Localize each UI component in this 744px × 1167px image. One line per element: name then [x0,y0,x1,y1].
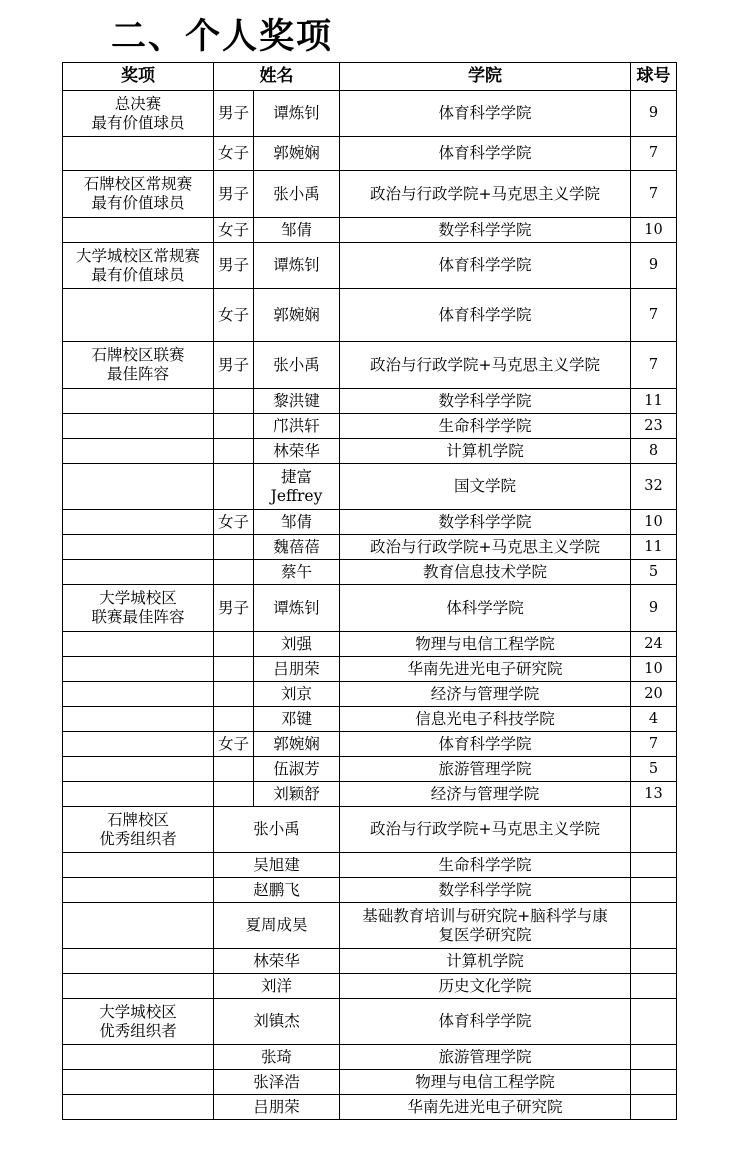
number-cell: 7 [631,289,677,342]
award-cell: 石牌校区联赛 最佳阵容 [63,342,214,389]
college-cell: 物理与电信工程学院 [340,1070,631,1095]
number-cell [631,903,677,949]
table-row [63,657,677,682]
table-row [63,510,677,535]
gender-cell: 男子 [214,342,254,389]
table-row [63,1095,677,1120]
award-cell: 大学城校区 联赛最佳阵容 [63,585,214,632]
award-cell [63,389,214,414]
award-cell [63,757,214,782]
gender-cell [214,464,254,510]
award-cell [63,289,214,342]
table-row [63,782,677,807]
award-cell [63,439,214,464]
college-cell: 数学科学学院 [340,878,631,903]
table-row [63,389,677,414]
table-row [63,974,677,999]
header-number: 球号 [631,63,677,91]
college-cell: 旅游管理学院 [340,757,631,782]
number-cell: 10 [631,510,677,535]
college-cell: 计算机学院 [340,949,631,974]
gender-cell: 男子 [214,585,254,632]
college-cell: 生命科学学院 [340,414,631,439]
number-cell [631,1045,677,1070]
name-cell: 刘镇杰 [214,999,340,1045]
college-cell: 信息光电子科技学院 [340,707,631,732]
number-cell: 7 [631,171,677,218]
number-cell: 10 [631,218,677,243]
table-row [63,560,677,585]
table-row [63,807,677,853]
table-row [63,853,677,878]
name-cell: 邝洪轩 [254,414,340,439]
college-cell: 物理与电信工程学院 [340,632,631,657]
college-cell: 计算机学院 [340,439,631,464]
table-row [63,342,677,389]
number-cell: 32 [631,464,677,510]
table-row [63,999,677,1045]
table-row [63,414,677,439]
award-cell [63,414,214,439]
number-cell: 10 [631,657,677,682]
award-cell [63,682,214,707]
gender-cell [214,757,254,782]
table-row [63,91,677,137]
number-cell [631,949,677,974]
name-cell: 刘京 [254,682,340,707]
table-row [63,137,677,171]
college-cell: 华南先进光电子研究院 [340,657,631,682]
table-row [63,682,677,707]
name-cell: 郭婉娴 [254,732,340,757]
college-cell: 政治与行政学院+马克思主义学院 [340,807,631,853]
number-cell: 11 [631,535,677,560]
gender-cell: 女子 [214,732,254,757]
name-cell: 邹倩 [254,510,340,535]
table-row [63,585,677,632]
award-cell: 石牌校区常规赛 最有价值球员 [63,171,214,218]
name-cell: 张小禹 [214,807,340,853]
number-cell: 7 [631,342,677,389]
header-college: 学院 [340,63,631,91]
name-cell: 谭炼钊 [254,585,340,632]
gender-cell [214,632,254,657]
name-cell: 郭婉娴 [254,137,340,171]
number-cell [631,807,677,853]
name-cell: 张小禹 [254,171,340,218]
award-cell [63,560,214,585]
table-body [63,91,677,1120]
number-cell: 8 [631,439,677,464]
number-cell: 20 [631,682,677,707]
college-cell: 体科学学院 [340,585,631,632]
college-cell: 体育科学学院 [340,732,631,757]
award-cell [63,878,214,903]
number-cell [631,878,677,903]
gender-cell [214,707,254,732]
award-cell: 大学城校区 优秀组织者 [63,999,214,1045]
gender-cell: 女子 [214,289,254,342]
gender-cell: 男子 [214,91,254,137]
name-cell: 张泽浩 [214,1070,340,1095]
table-header-row [63,63,677,91]
college-cell: 经济与管理学院 [340,682,631,707]
name-cell: 刘强 [254,632,340,657]
award-cell [63,657,214,682]
college-cell: 数学科学学院 [340,510,631,535]
college-cell: 经济与管理学院 [340,782,631,807]
college-cell: 华南先进光电子研究院 [340,1095,631,1120]
number-cell [631,999,677,1045]
name-cell: 吕朋荣 [214,1095,340,1120]
table-row [63,171,677,218]
gender-cell [214,682,254,707]
award-cell [63,949,214,974]
name-cell: 郭婉娴 [254,289,340,342]
table-row [63,289,677,342]
award-cell [63,510,214,535]
award-cell: 总决赛 最有价值球员 [63,91,214,137]
table-row [63,949,677,974]
name-cell: 谭炼钊 [254,243,340,289]
college-cell: 体育科学学院 [340,999,631,1045]
name-cell: 蔡午 [254,560,340,585]
gender-cell: 男子 [214,243,254,289]
college-cell: 体育科学学院 [340,243,631,289]
award-cell [63,1045,214,1070]
award-cell: 大学城校区常规赛 最有价值球员 [63,243,214,289]
name-cell: 谭炼钊 [254,91,340,137]
college-cell: 体育科学学院 [340,91,631,137]
name-cell: 赵鹏飞 [214,878,340,903]
college-cell: 基础教育培训与研究院+脑科学与康 复医学研究院 [340,903,631,949]
table-row [63,878,677,903]
college-cell: 历史文化学院 [340,974,631,999]
award-cell [63,218,214,243]
gender-cell: 男子 [214,171,254,218]
number-cell: 5 [631,757,677,782]
name-cell: 刘颖舒 [254,782,340,807]
award-cell [63,632,214,657]
table-row [63,903,677,949]
header-name: 姓名 [214,63,340,91]
award-cell [63,464,214,510]
college-cell: 政治与行政学院+马克思主义学院 [340,342,631,389]
table-row [63,1045,677,1070]
college-cell: 旅游管理学院 [340,1045,631,1070]
gender-cell: 女子 [214,218,254,243]
name-cell: 张小禹 [254,342,340,389]
award-cell [63,137,214,171]
table-row [63,439,677,464]
college-cell: 政治与行政学院+马克思主义学院 [340,535,631,560]
name-cell: 张琦 [214,1045,340,1070]
page-title: 二、个人奖项 [111,17,334,57]
number-cell: 5 [631,560,677,585]
awards-table [62,62,677,1120]
number-cell: 4 [631,707,677,732]
table-row [63,535,677,560]
name-cell: 黎洪键 [254,389,340,414]
number-cell: 7 [631,137,677,171]
name-cell: 邓键 [254,707,340,732]
table-row [63,757,677,782]
name-cell: 刘洋 [214,974,340,999]
gender-cell [214,389,254,414]
college-cell: 体育科学学院 [340,289,631,342]
gender-cell [214,657,254,682]
gender-cell [214,439,254,464]
award-cell [63,782,214,807]
number-cell [631,974,677,999]
college-cell: 生命科学学院 [340,853,631,878]
gender-cell [214,535,254,560]
gender-cell [214,560,254,585]
name-cell: 林荣华 [214,949,340,974]
number-cell: 7 [631,732,677,757]
award-cell [63,903,214,949]
award-cell [63,535,214,560]
name-cell: 吕朋荣 [254,657,340,682]
number-cell: 9 [631,585,677,632]
college-cell: 国文学院 [340,464,631,510]
award-cell [63,732,214,757]
table-row [63,732,677,757]
college-cell: 数学科学学院 [340,389,631,414]
award-cell [63,707,214,732]
name-cell: 林荣华 [254,439,340,464]
header-award: 奖项 [63,63,214,91]
name-cell: 夏周成昊 [214,903,340,949]
gender-cell: 女子 [214,137,254,171]
table-row [63,218,677,243]
table-row [63,707,677,732]
college-cell: 教育信息技术学院 [340,560,631,585]
name-cell: 捷富 Jeffrey [254,464,340,510]
table-row [63,632,677,657]
number-cell: 23 [631,414,677,439]
table-row [63,243,677,289]
number-cell: 11 [631,389,677,414]
gender-cell [214,414,254,439]
name-cell: 吴旭建 [214,853,340,878]
award-cell [63,974,214,999]
number-cell [631,853,677,878]
table-row [63,1070,677,1095]
gender-cell [214,782,254,807]
name-cell: 魏蓓蓓 [254,535,340,560]
gender-cell: 女子 [214,510,254,535]
number-cell: 24 [631,632,677,657]
award-cell: 石牌校区 优秀组织者 [63,807,214,853]
number-cell: 13 [631,782,677,807]
award-cell [63,1095,214,1120]
number-cell: 9 [631,91,677,137]
number-cell [631,1070,677,1095]
number-cell: 9 [631,243,677,289]
college-cell: 体育科学学院 [340,137,631,171]
award-cell [63,853,214,878]
name-cell: 伍淑芳 [254,757,340,782]
college-cell: 政治与行政学院+马克思主义学院 [340,171,631,218]
college-cell: 数学科学学院 [340,218,631,243]
name-cell: 邹倩 [254,218,340,243]
number-cell [631,1095,677,1120]
table-row [63,464,677,510]
award-cell [63,1070,214,1095]
